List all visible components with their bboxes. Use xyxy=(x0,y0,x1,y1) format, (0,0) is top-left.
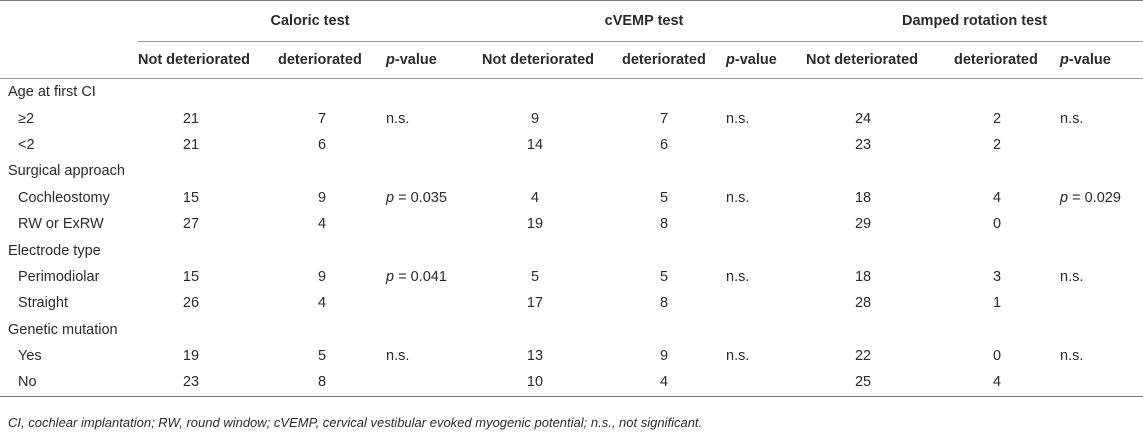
group-header-row xyxy=(0,1,1143,42)
empty-cell xyxy=(622,317,726,343)
col-caloric-deteriorated: deteriorated xyxy=(278,42,386,79)
category-label: Surgical approach xyxy=(8,163,125,180)
empty-cell xyxy=(482,79,622,106)
cell-pvalue: n.s. xyxy=(1060,348,1084,365)
column-header-row xyxy=(0,42,1143,79)
cell-deteriorated: 8 xyxy=(659,216,669,233)
cell-deteriorated: 2 xyxy=(992,136,1002,153)
table-row xyxy=(0,185,1143,211)
cell-not-deteriorated: 23 xyxy=(138,369,278,396)
p-value-text: = 0.041 xyxy=(398,268,447,285)
p-symbol: p xyxy=(386,189,395,206)
cell-not-deteriorated: 10 xyxy=(482,369,622,396)
cell-not-deteriorated: 4 xyxy=(530,189,540,206)
cell-pvalue: n.s. xyxy=(386,110,410,127)
corner-cell-2 xyxy=(0,42,138,79)
cell-pvalue xyxy=(1060,211,1143,237)
cell-not-deteriorated: 23 xyxy=(854,136,872,153)
empty-cell xyxy=(622,237,726,263)
category-row xyxy=(0,158,1143,184)
cell-not-deteriorated: 18 xyxy=(854,189,872,206)
cell-not-deteriorated: 19 xyxy=(182,348,200,365)
empty-cell xyxy=(954,317,1060,343)
empty-cell xyxy=(1060,79,1143,106)
col-damped-not-deteriorated: Not deteriorated xyxy=(806,42,954,79)
cell-pvalue: n.s. xyxy=(1060,110,1084,127)
cell-not-deteriorated: 27 xyxy=(182,216,200,233)
empty-cell xyxy=(278,237,386,263)
col-cvemp-deteriorated: deteriorated xyxy=(622,42,726,79)
cell-deteriorated: 8 xyxy=(278,369,386,396)
cell-deteriorated: 4 xyxy=(622,369,726,396)
cell-pvalue xyxy=(726,211,806,237)
cell-not-deteriorated: 22 xyxy=(854,348,872,365)
empty-cell xyxy=(726,317,806,343)
cell-deteriorated: 4 xyxy=(317,295,327,312)
empty-cell xyxy=(386,158,482,184)
table-row xyxy=(0,264,1143,290)
empty-cell xyxy=(138,317,278,343)
p-symbol: p xyxy=(1060,189,1069,206)
cell-not-deteriorated: 15 xyxy=(182,189,200,206)
cell-deteriorated: 5 xyxy=(659,189,669,206)
empty-cell xyxy=(726,158,806,184)
col-caloric-not-deteriorated: Not deteriorated xyxy=(138,42,278,79)
cell-deteriorated: 9 xyxy=(317,268,327,285)
col-cvemp-not-deteriorated: Not deteriorated xyxy=(482,42,622,79)
cell-pvalue: n.s. xyxy=(726,268,750,285)
cell-pvalue xyxy=(386,264,482,290)
empty-cell xyxy=(482,158,622,184)
cell-not-deteriorated: 29 xyxy=(854,216,872,233)
cell-deteriorated: 4 xyxy=(317,216,327,233)
cell-deteriorated: 3 xyxy=(992,268,1002,285)
empty-cell xyxy=(806,237,954,263)
empty-cell xyxy=(726,237,806,263)
cell-pvalue xyxy=(386,132,482,158)
cell-not-deteriorated: 24 xyxy=(854,110,872,127)
cell-deteriorated: 6 xyxy=(659,136,669,153)
empty-cell xyxy=(622,158,726,184)
cell-deteriorated: 8 xyxy=(659,295,669,312)
cell-pvalue xyxy=(1060,132,1143,158)
table-row xyxy=(0,105,1143,131)
cell-deteriorated: 6 xyxy=(317,136,327,153)
cell-pvalue: n.s. xyxy=(1060,268,1084,285)
table-row xyxy=(0,211,1143,237)
category-label: Age at first CI xyxy=(8,84,96,101)
cell-not-deteriorated: 18 xyxy=(854,268,872,285)
cell-pvalue xyxy=(386,185,482,211)
empty-cell xyxy=(806,79,954,106)
group-caloric-header: Caloric test xyxy=(138,1,482,42)
empty-cell xyxy=(138,237,278,263)
cell-not-deteriorated: 28 xyxy=(854,295,872,312)
cell-pvalue xyxy=(386,211,482,237)
empty-cell xyxy=(1060,237,1143,263)
cell-not-deteriorated: 15 xyxy=(182,268,200,285)
cell-pvalue: n.s. xyxy=(726,110,750,127)
cell-deteriorated: 5 xyxy=(659,268,669,285)
corner-cell xyxy=(0,1,138,42)
empty-cell xyxy=(806,158,954,184)
empty-cell xyxy=(482,317,622,343)
p-value-text: = 0.029 xyxy=(1072,189,1121,206)
cell-deteriorated: 9 xyxy=(659,348,669,365)
cell-deteriorated: 0 xyxy=(992,216,1002,233)
empty-cell xyxy=(622,79,726,106)
empty-cell xyxy=(278,158,386,184)
empty-cell xyxy=(954,158,1060,184)
empty-cell xyxy=(386,237,482,263)
p-value-text: = 0.035 xyxy=(398,189,447,206)
cell-deteriorated: 4 xyxy=(954,369,1060,396)
cell-pvalue xyxy=(726,132,806,158)
cell-not-deteriorated: 9 xyxy=(530,110,540,127)
empty-cell xyxy=(278,79,386,106)
cell-pvalue xyxy=(1060,185,1143,211)
cell-not-deteriorated: 25 xyxy=(806,369,954,396)
row-label: <2 xyxy=(18,136,35,153)
cell-not-deteriorated: 19 xyxy=(526,216,544,233)
category-row xyxy=(0,79,1143,106)
cell-not-deteriorated: 21 xyxy=(182,136,200,153)
cell-pvalue xyxy=(386,369,482,396)
cell-pvalue xyxy=(1060,369,1143,396)
col-caloric-pvalue: p-value xyxy=(386,42,482,79)
cell-not-deteriorated: 21 xyxy=(182,110,200,127)
cell-deteriorated: 2 xyxy=(992,110,1002,127)
cell-pvalue: n.s. xyxy=(386,348,410,365)
cell-deteriorated: 7 xyxy=(659,110,669,127)
empty-cell xyxy=(138,158,278,184)
row-label: RW or ExRW xyxy=(18,216,104,233)
cell-not-deteriorated: 13 xyxy=(526,348,544,365)
cell-not-deteriorated: 26 xyxy=(182,295,200,312)
category-label: Genetic mutation xyxy=(8,321,118,338)
col-damped-deteriorated: deteriorated xyxy=(954,42,1060,79)
row-label: Straight xyxy=(18,295,68,312)
cell-deteriorated: 4 xyxy=(992,189,1002,206)
cell-deteriorated: 5 xyxy=(317,348,327,365)
row-label: Yes xyxy=(18,348,42,365)
empty-cell xyxy=(726,79,806,106)
col-cvemp-pvalue: p-value xyxy=(726,42,806,79)
table-row xyxy=(0,290,1143,316)
table-footnote: CI, cochlear implantation; RW, round window; cVEMP, cervical vestibular evoked myogenic potential; n.s., not significant. xyxy=(8,415,703,430)
table-body xyxy=(0,79,1143,397)
cell-not-deteriorated: 17 xyxy=(526,295,544,312)
cell-pvalue xyxy=(726,290,806,316)
row-label: Cochleostomy xyxy=(18,189,110,206)
table-row xyxy=(0,369,1143,396)
cell-pvalue xyxy=(726,369,806,396)
empty-cell xyxy=(138,79,278,106)
empty-cell xyxy=(278,317,386,343)
category-label: Electrode type xyxy=(8,242,101,259)
cell-pvalue xyxy=(386,290,482,316)
row-label: Perimodiolar xyxy=(18,268,100,285)
empty-cell xyxy=(1060,158,1143,184)
cell-deteriorated: 9 xyxy=(317,189,327,206)
row-label: ≥2 xyxy=(18,110,35,127)
col-damped-pvalue: p-value xyxy=(1060,42,1143,79)
table-row xyxy=(0,132,1143,158)
row-label: No xyxy=(0,369,138,396)
empty-cell xyxy=(954,237,1060,263)
empty-cell xyxy=(482,237,622,263)
group-cvemp-header: cVEMP test xyxy=(482,1,806,42)
cell-deteriorated: 0 xyxy=(992,348,1002,365)
empty-cell xyxy=(806,317,954,343)
empty-cell xyxy=(954,79,1060,106)
cell-pvalue: n.s. xyxy=(726,189,750,206)
cell-not-deteriorated: 14 xyxy=(526,136,544,153)
category-row xyxy=(0,317,1143,343)
group-damped-header: Damped rotation test xyxy=(806,1,1143,42)
p-symbol: p xyxy=(386,268,395,285)
cell-pvalue xyxy=(1060,290,1143,316)
table-row xyxy=(0,343,1143,369)
empty-cell xyxy=(386,317,482,343)
cell-not-deteriorated: 5 xyxy=(530,268,540,285)
cell-deteriorated: 7 xyxy=(317,110,327,127)
cell-pvalue: n.s. xyxy=(726,348,750,365)
empty-cell xyxy=(1060,317,1143,343)
empty-cell xyxy=(386,79,482,106)
cell-deteriorated: 1 xyxy=(992,295,1002,312)
category-row xyxy=(0,237,1143,263)
